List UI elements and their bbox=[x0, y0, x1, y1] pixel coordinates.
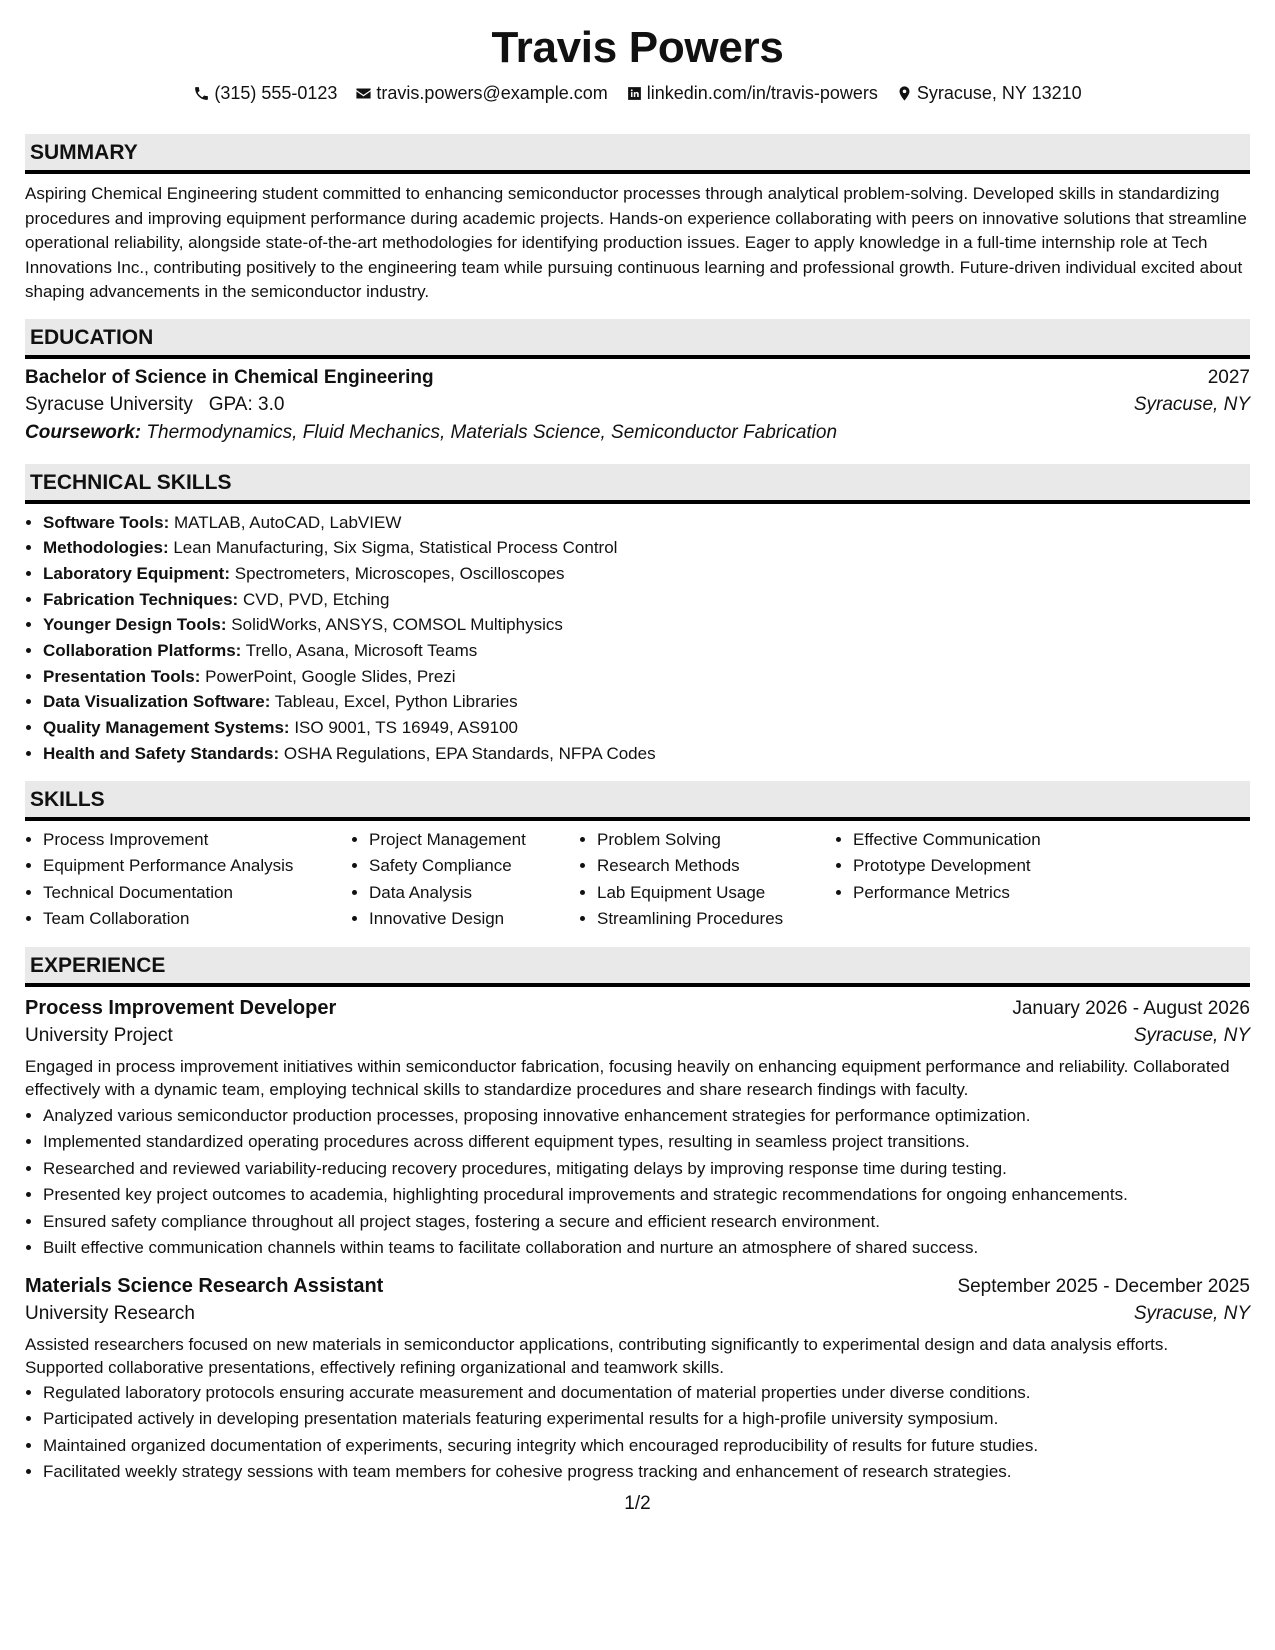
school-location: Syracuse, NY bbox=[1133, 393, 1250, 415]
job-title: Materials Science Research Assistant bbox=[25, 1274, 384, 1297]
list-item: • Effective Communication bbox=[853, 827, 1153, 854]
list-item: • Regulated laboratory protocols ensuring accurate measurement and documentation of material properties under diverse conditions. bbox=[43, 1381, 1250, 1406]
list-item: • Built effective communication channels within teams to facilitate collaboration and nurture an atmosphere of shared success. bbox=[43, 1236, 1250, 1261]
coursework-line bbox=[25, 422, 1250, 444]
coursework-label: Coursework: bbox=[25, 421, 142, 443]
summary-section bbox=[25, 134, 1250, 305]
job-entry bbox=[25, 1275, 1250, 1485]
experience-heading: EXPERIENCE bbox=[25, 947, 1250, 987]
list-item: • Innovative Design bbox=[369, 906, 579, 933]
job-location: Syracuse, NY bbox=[1133, 1024, 1250, 1046]
education-section bbox=[25, 319, 1250, 444]
skill-category: Data Visualization Software: bbox=[43, 692, 271, 712]
education-heading: EDUCATION bbox=[25, 319, 1250, 359]
envelope-icon bbox=[355, 85, 372, 102]
list-item bbox=[43, 535, 1250, 561]
list-item bbox=[43, 715, 1250, 741]
contact-bar bbox=[25, 82, 1250, 104]
graduation-year: 2027 bbox=[1207, 366, 1250, 388]
coursework-list: Thermodynamics, Fluid Mechanics, Materials Science, Semiconductor Fabrication bbox=[146, 421, 838, 443]
skill-values: PowerPoint, Google Slides, Prezi bbox=[205, 666, 456, 686]
technical-skills-heading: TECHNICAL SKILLS bbox=[25, 464, 1250, 504]
job-bullets bbox=[25, 1104, 1250, 1261]
list-item: • Technical Documentation bbox=[43, 880, 351, 907]
skill-values: SolidWorks, ANSYS, COMSOL Multiphysics bbox=[231, 615, 563, 635]
list-item: • Team Collaboration bbox=[43, 906, 351, 933]
experience-section bbox=[25, 947, 1250, 1485]
education-school-row bbox=[25, 394, 1250, 416]
job-location: Syracuse, NY bbox=[1133, 1302, 1250, 1324]
skills-grid bbox=[25, 827, 1250, 933]
skills-section bbox=[25, 781, 1250, 933]
list-item: • Project Management bbox=[369, 827, 579, 854]
list-item: • Participated actively in developing presentation materials featuring experimental results for a high-profile university symposium. bbox=[43, 1407, 1250, 1432]
skill-category: Fabrication Techniques: bbox=[43, 589, 239, 609]
skills-column bbox=[25, 827, 351, 933]
list-item: • Equipment Performance Analysis bbox=[43, 853, 351, 880]
job-org-row bbox=[25, 1303, 1250, 1325]
list-item: • Process Improvement bbox=[43, 827, 351, 854]
skill-values: Lean Manufacturing, Six Sigma, Statistical Process Control bbox=[173, 538, 618, 558]
linkedin-icon bbox=[626, 85, 643, 102]
skill-values: ISO 9001, TS 16949, AS9100 bbox=[294, 718, 519, 738]
list-item: • Safety Compliance bbox=[369, 853, 579, 880]
resume-page bbox=[25, 20, 1250, 1487]
job-bullets bbox=[25, 1381, 1250, 1485]
skill-category: Methodologies: bbox=[43, 538, 169, 558]
skill-category: Presentation Tools: bbox=[43, 666, 201, 686]
education-degree-row bbox=[25, 367, 1250, 389]
skill-category: Health and Safety Standards: bbox=[43, 743, 280, 763]
job-org: University Project bbox=[25, 1024, 173, 1046]
list-item: • Prototype Development bbox=[853, 853, 1153, 880]
phone-text: (315) 555-0123 bbox=[214, 83, 338, 103]
list-item: • Maintained organized documentation of experiments, securing integrity which encouraged reproducibility of results for future studies. bbox=[43, 1434, 1250, 1459]
page-number: 1/2 bbox=[624, 1493, 651, 1514]
job-org: University Research bbox=[25, 1302, 195, 1324]
summary-text: Aspiring Chemical Engineering student committed to enhancing semiconductor processes through analytical problem-solving. Developed skills in standardizing procedures and improving equipment performance during academic projects. Hands-on experience collaborating with peers on innovative solutions that streamline operational reliability, alongside state-of-the-art methodologies for identifying production issues. Eager to apply knowledge in a full-time internship role at Tech Innovations Inc., contributing positively to the engineering team while pursuing continuous learning and professional growth. Future-driven individual excited about shaping advancements in the semiconductor industry. bbox=[25, 184, 1247, 301]
technical-skills-list bbox=[25, 510, 1250, 767]
contact-linkedin[interactable] bbox=[626, 82, 878, 104]
list-item bbox=[43, 612, 1250, 638]
skill-category: Software Tools: bbox=[43, 512, 170, 532]
email-link[interactable]: travis.powers@example.com bbox=[376, 83, 608, 103]
list-item: • Researched and reviewed variability-reducing recovery procedures, mitigating delays by improving response time during testing. bbox=[43, 1157, 1250, 1182]
list-item: • Implemented standardized operating procedures across different equipment types, resulting in seamless project transitions. bbox=[43, 1130, 1250, 1155]
school-info bbox=[25, 394, 284, 416]
skills-heading: SKILLS bbox=[25, 781, 1250, 821]
contact-phone bbox=[193, 82, 337, 104]
linkedin-link[interactable]: linkedin.com/in/travis-powers bbox=[646, 83, 878, 103]
skill-values: Spectrometers, Microscopes, Oscilloscopes bbox=[234, 563, 565, 583]
list-item bbox=[43, 638, 1250, 664]
job-dates: September 2025 - December 2025 bbox=[957, 1275, 1250, 1297]
job-title: Process Improvement Developer bbox=[25, 996, 337, 1019]
skills-column bbox=[579, 827, 835, 933]
contact-location bbox=[896, 82, 1082, 104]
job-summary: Assisted researchers focused on new materials in semiconductor applications, contributing significantly to experimental design and data analysis efforts. Supported collaborative presentations, effectively refining organizational and teamwork skills. bbox=[25, 1334, 1169, 1378]
skills-column bbox=[351, 827, 579, 933]
skill-values: MATLAB, AutoCAD, LabVIEW bbox=[173, 512, 402, 532]
list-item bbox=[43, 561, 1250, 587]
list-item bbox=[43, 664, 1250, 690]
list-item bbox=[43, 689, 1250, 715]
skill-values: OSHA Regulations, EPA Standards, NFPA Codes bbox=[283, 743, 656, 763]
skill-category: Laboratory Equipment: bbox=[43, 563, 231, 583]
skills-column bbox=[835, 827, 1153, 933]
job-dates: January 2026 - August 2026 bbox=[1012, 997, 1250, 1019]
list-item: • Ensured safety compliance throughout all project stages, fostering a secure and efficient research environment. bbox=[43, 1210, 1250, 1235]
map-pin-icon bbox=[896, 85, 913, 102]
skill-values: Tableau, Excel, Python Libraries bbox=[274, 692, 518, 712]
school-name: Syracuse University bbox=[25, 393, 193, 415]
list-item: • Presented key project outcomes to academia, highlighting procedural improvements and strategic recommendations for ongoing enhancements. bbox=[43, 1183, 1250, 1208]
skill-category: Collaboration Platforms: bbox=[43, 641, 242, 661]
list-item bbox=[43, 510, 1250, 536]
list-item bbox=[43, 741, 1250, 767]
job-summary: Engaged in process improvement initiatives within semiconductor fabrication, focusing heavily on enhancing equipment performance and reliability. Collaborated effectively with a dynamic team, employing technical skills to standardize procedures and share research findings with faculty. bbox=[25, 1056, 1230, 1100]
list-item: • Research Methods bbox=[597, 853, 835, 880]
candidate-name: Travis Powers bbox=[491, 23, 784, 72]
summary-heading: SUMMARY bbox=[25, 134, 1250, 174]
list-item bbox=[43, 587, 1250, 613]
list-item: • Facilitated weekly strategy sessions with team members for cohesive progress tracking and enhancement of research strategies. bbox=[43, 1460, 1250, 1485]
job-org-row bbox=[25, 1025, 1250, 1047]
skill-values: Trello, Asana, Microsoft Teams bbox=[245, 641, 478, 661]
phone-icon bbox=[193, 85, 210, 102]
skill-values: CVD, PVD, Etching bbox=[242, 589, 390, 609]
degree-title: Bachelor of Science in Chemical Engineering bbox=[25, 366, 434, 388]
list-item: • Analyzed various semiconductor production processes, proposing innovative enhancement strategies for performance optimization. bbox=[43, 1104, 1250, 1129]
gpa: GPA: 3.0 bbox=[208, 393, 285, 415]
technical-skills-section bbox=[25, 464, 1250, 767]
list-item: • Lab Equipment Usage bbox=[597, 880, 835, 907]
contact-email[interactable] bbox=[355, 82, 607, 104]
list-item: • Streamlining Procedures bbox=[597, 906, 835, 933]
job-title-row bbox=[25, 997, 1250, 1020]
job-title-row bbox=[25, 1275, 1250, 1298]
job-entry bbox=[25, 997, 1250, 1261]
location-text: Syracuse, NY 13210 bbox=[916, 83, 1082, 103]
skill-category: Quality Management Systems: bbox=[43, 718, 290, 738]
list-item: • Problem Solving bbox=[597, 827, 835, 854]
list-item: • Performance Metrics bbox=[853, 880, 1153, 907]
skill-category: Younger Design Tools: bbox=[43, 615, 227, 635]
list-item: • Data Analysis bbox=[369, 880, 579, 907]
